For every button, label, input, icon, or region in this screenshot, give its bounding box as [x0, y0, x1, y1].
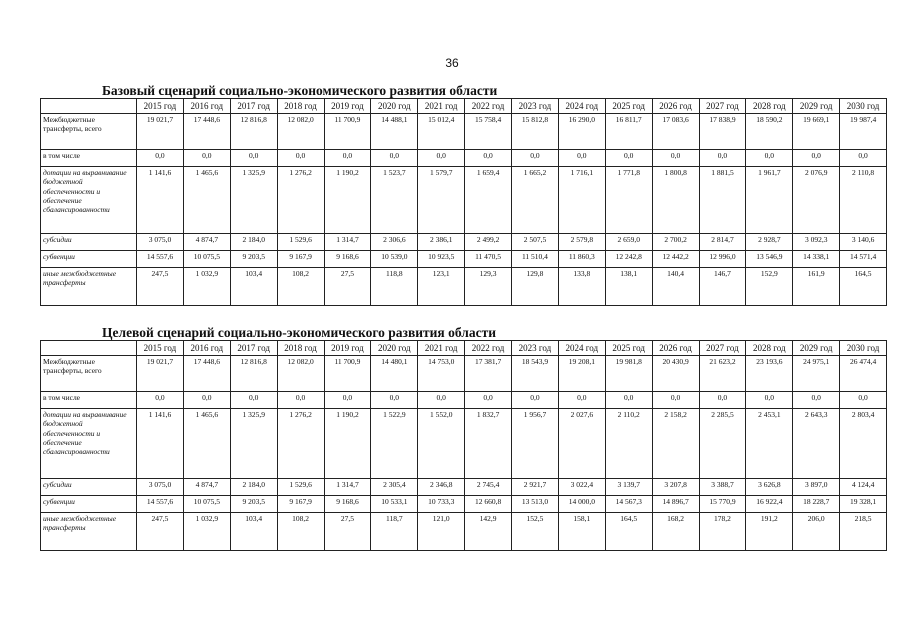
value-cell: 10 533,1 — [371, 496, 418, 513]
value-cell: 2 803,4 — [840, 409, 887, 479]
value-cell: 1 314,7 — [324, 234, 371, 251]
table-row — [41, 114, 887, 150]
year-header: 2030 год — [840, 99, 887, 114]
value-cell: 1 190,2 — [324, 409, 371, 479]
value-cell: 0,0 — [512, 150, 559, 167]
row-label: в том числе — [41, 150, 137, 167]
value-cell: 0,0 — [840, 392, 887, 409]
year-header: 2015 год — [137, 341, 184, 356]
value-cell: 13 513,0 — [512, 496, 559, 513]
value-cell: 3 207,8 — [652, 479, 699, 496]
value-cell: 17 381,7 — [465, 356, 512, 392]
base-scenario-title: Базовый сценарий социально-экономического развития области — [102, 83, 498, 98]
value-cell: 2 643,3 — [793, 409, 840, 479]
value-cell: 10 539,0 — [371, 251, 418, 268]
value-cell: 15 770,9 — [699, 496, 746, 513]
value-cell: 9 168,6 — [324, 496, 371, 513]
header-row — [41, 341, 887, 356]
value-cell: 0,0 — [371, 150, 418, 167]
value-cell: 16 290,0 — [558, 114, 605, 150]
value-cell: 161,9 — [793, 268, 840, 306]
row-label: субсидии — [41, 234, 137, 251]
value-cell: 0,0 — [793, 392, 840, 409]
year-header: 2029 год — [793, 99, 840, 114]
row-label: в том числе — [41, 392, 137, 409]
value-cell: 0,0 — [558, 150, 605, 167]
value-cell: 2 184,0 — [230, 479, 277, 496]
year-header: 2020 год — [371, 341, 418, 356]
year-header: 2024 год — [558, 99, 605, 114]
value-cell: 0,0 — [277, 150, 324, 167]
value-cell: 152,5 — [512, 513, 559, 551]
year-header: 2016 год — [183, 99, 230, 114]
value-cell: 10 923,5 — [418, 251, 465, 268]
value-cell: 118,7 — [371, 513, 418, 551]
value-cell: 0,0 — [230, 392, 277, 409]
header-corner-cell — [41, 341, 137, 356]
year-header: 2027 год — [699, 99, 746, 114]
value-cell: 1 716,1 — [558, 167, 605, 234]
row-label: субвенции — [41, 251, 137, 268]
year-header: 2017 год — [230, 99, 277, 114]
value-cell: 2 928,7 — [746, 234, 793, 251]
value-cell: 0,0 — [605, 392, 652, 409]
value-cell: 19 328,1 — [840, 496, 887, 513]
value-cell: 206,0 — [793, 513, 840, 551]
value-cell: 15 758,4 — [465, 114, 512, 150]
value-cell: 0,0 — [699, 392, 746, 409]
value-cell: 3 139,7 — [605, 479, 652, 496]
value-cell: 3 022,4 — [558, 479, 605, 496]
row-label: дотации на выравнивание бюджетной обеспеченности и обеспечение сбалансированности — [41, 409, 137, 479]
value-cell: 1 659,4 — [465, 167, 512, 234]
value-cell: 14 000,0 — [558, 496, 605, 513]
target-scenario-title: Целевой сценарий социально-экономического развития области — [102, 325, 496, 340]
value-cell: 0,0 — [746, 150, 793, 167]
value-cell: 2 453,1 — [746, 409, 793, 479]
value-cell: 2 184,0 — [230, 234, 277, 251]
value-cell: 0,0 — [324, 392, 371, 409]
value-cell: 19 208,1 — [558, 356, 605, 392]
value-cell: 123,1 — [418, 268, 465, 306]
value-cell: 1 141,6 — [137, 167, 184, 234]
value-cell: 1 579,7 — [418, 167, 465, 234]
value-cell: 11 700,9 — [324, 114, 371, 150]
value-cell: 3 897,0 — [793, 479, 840, 496]
year-header: 2018 год — [277, 99, 324, 114]
value-cell: 12 082,0 — [277, 356, 324, 392]
value-cell: 3 626,8 — [746, 479, 793, 496]
page-number: 36 — [445, 56, 459, 70]
value-cell: 19 021,7 — [137, 356, 184, 392]
table-row — [41, 251, 887, 268]
value-cell: 9 203,5 — [230, 496, 277, 513]
value-cell: 1 190,2 — [324, 167, 371, 234]
value-cell: 2 346,8 — [418, 479, 465, 496]
value-cell: 18 228,7 — [793, 496, 840, 513]
value-cell: 0,0 — [652, 150, 699, 167]
table-row — [41, 409, 887, 479]
year-header: 2020 год — [371, 99, 418, 114]
year-header: 2023 год — [512, 99, 559, 114]
row-label: Межбюджетные трансферты, всего — [41, 356, 137, 392]
value-cell: 0,0 — [699, 150, 746, 167]
value-cell: 2 027,6 — [558, 409, 605, 479]
value-cell: 11 860,3 — [558, 251, 605, 268]
year-header: 2026 год — [652, 341, 699, 356]
value-cell: 14 567,3 — [605, 496, 652, 513]
value-cell: 10 075,5 — [183, 251, 230, 268]
value-cell: 2 507,5 — [512, 234, 559, 251]
value-cell: 17 448,6 — [183, 356, 230, 392]
value-cell: 103,4 — [230, 268, 277, 306]
value-cell: 24 975,1 — [793, 356, 840, 392]
value-cell: 1 800,8 — [652, 167, 699, 234]
value-cell: 9 168,6 — [324, 251, 371, 268]
value-cell: 247,5 — [137, 513, 184, 551]
value-cell: 133,8 — [558, 268, 605, 306]
value-cell: 14 896,7 — [652, 496, 699, 513]
header-corner-cell — [41, 99, 137, 114]
value-cell: 3 075,0 — [137, 479, 184, 496]
value-cell: 19 669,1 — [793, 114, 840, 150]
value-cell: 11 510,4 — [512, 251, 559, 268]
value-cell: 2 158,2 — [652, 409, 699, 479]
value-cell: 164,5 — [840, 268, 887, 306]
value-cell: 0,0 — [324, 150, 371, 167]
value-cell: 17 448,6 — [183, 114, 230, 150]
table-row — [41, 496, 887, 513]
value-cell: 12 660,8 — [465, 496, 512, 513]
value-cell: 2 285,5 — [699, 409, 746, 479]
value-cell: 191,2 — [746, 513, 793, 551]
value-cell: 158,1 — [558, 513, 605, 551]
table-row — [41, 392, 887, 409]
table-row — [41, 513, 887, 551]
value-cell: 9 203,5 — [230, 251, 277, 268]
value-cell: 12 242,8 — [605, 251, 652, 268]
value-cell: 18 590,2 — [746, 114, 793, 150]
value-cell: 14 557,6 — [137, 251, 184, 268]
year-header: 2022 год — [465, 99, 512, 114]
value-cell: 1 032,9 — [183, 513, 230, 551]
year-header: 2019 год — [324, 341, 371, 356]
year-header: 2018 год — [277, 341, 324, 356]
value-cell: 1 956,7 — [512, 409, 559, 479]
value-cell: 1 465,6 — [183, 409, 230, 479]
value-cell: 2 579,8 — [558, 234, 605, 251]
value-cell: 19 021,7 — [137, 114, 184, 150]
value-cell: 17 838,9 — [699, 114, 746, 150]
value-cell: 1 325,9 — [230, 167, 277, 234]
value-cell: 0,0 — [746, 392, 793, 409]
value-cell: 0,0 — [137, 150, 184, 167]
value-cell: 178,2 — [699, 513, 746, 551]
value-cell: 0,0 — [605, 150, 652, 167]
table-row — [41, 167, 887, 234]
value-cell: 0,0 — [371, 392, 418, 409]
value-cell: 27,5 — [324, 513, 371, 551]
value-cell: 12 996,0 — [699, 251, 746, 268]
value-cell: 2 076,9 — [793, 167, 840, 234]
value-cell: 1 881,5 — [699, 167, 746, 234]
value-cell: 138,1 — [605, 268, 652, 306]
table-row — [41, 150, 887, 167]
year-header: 2027 год — [699, 341, 746, 356]
value-cell: 1 314,7 — [324, 479, 371, 496]
value-cell: 121,0 — [418, 513, 465, 551]
year-header: 2022 год — [465, 341, 512, 356]
value-cell: 1 276,2 — [277, 409, 324, 479]
value-cell: 2 499,2 — [465, 234, 512, 251]
value-cell: 1 665,2 — [512, 167, 559, 234]
value-cell: 12 442,2 — [652, 251, 699, 268]
value-cell: 108,2 — [277, 268, 324, 306]
row-label: дотации на выравнивание бюджетной обеспеченности и обеспечение сбалансированности — [41, 167, 137, 234]
value-cell: 1 552,0 — [418, 409, 465, 479]
value-cell: 16 811,7 — [605, 114, 652, 150]
value-cell: 16 922,4 — [746, 496, 793, 513]
value-cell: 247,5 — [137, 268, 184, 306]
value-cell: 23 193,6 — [746, 356, 793, 392]
value-cell: 2 305,4 — [371, 479, 418, 496]
value-cell: 0,0 — [558, 392, 605, 409]
value-cell: 3 388,7 — [699, 479, 746, 496]
value-cell: 152,9 — [746, 268, 793, 306]
value-cell: 2 745,4 — [465, 479, 512, 496]
value-cell: 14 488,1 — [371, 114, 418, 150]
value-cell: 20 430,9 — [652, 356, 699, 392]
table-row — [41, 479, 887, 496]
value-cell: 1 961,7 — [746, 167, 793, 234]
year-header: 2015 год — [137, 99, 184, 114]
value-cell: 3 075,0 — [137, 234, 184, 251]
target-scenario-table — [40, 340, 887, 551]
value-cell: 129,3 — [465, 268, 512, 306]
value-cell: 129,8 — [512, 268, 559, 306]
value-cell: 4 124,4 — [840, 479, 887, 496]
table-row — [41, 234, 887, 251]
value-cell: 1 276,2 — [277, 167, 324, 234]
value-cell: 0,0 — [230, 150, 277, 167]
year-header: 2025 год — [605, 341, 652, 356]
value-cell: 19 981,8 — [605, 356, 652, 392]
row-label: субсидии — [41, 479, 137, 496]
value-cell: 4 874,7 — [183, 479, 230, 496]
year-header: 2021 год — [418, 99, 465, 114]
value-cell: 3 140,6 — [840, 234, 887, 251]
value-cell: 1 832,7 — [465, 409, 512, 479]
row-label: иные межбюджетные трансферты — [41, 513, 137, 551]
value-cell: 12 082,0 — [277, 114, 324, 150]
value-cell: 14 557,6 — [137, 496, 184, 513]
value-cell: 18 543,9 — [512, 356, 559, 392]
value-cell: 140,4 — [652, 268, 699, 306]
value-cell: 1 522,9 — [371, 409, 418, 479]
value-cell: 0,0 — [512, 392, 559, 409]
table-row — [41, 268, 887, 306]
value-cell: 3 092,3 — [793, 234, 840, 251]
value-cell: 2 110,8 — [840, 167, 887, 234]
year-header: 2021 год — [418, 341, 465, 356]
value-cell: 0,0 — [183, 392, 230, 409]
year-header: 2023 год — [512, 341, 559, 356]
value-cell: 27,5 — [324, 268, 371, 306]
value-cell: 12 816,8 — [230, 356, 277, 392]
value-cell: 9 167,9 — [277, 496, 324, 513]
value-cell: 2 659,0 — [605, 234, 652, 251]
year-header: 2030 год — [840, 341, 887, 356]
value-cell: 1 325,9 — [230, 409, 277, 479]
value-cell: 0,0 — [465, 392, 512, 409]
value-cell: 14 480,1 — [371, 356, 418, 392]
value-cell: 2 814,7 — [699, 234, 746, 251]
value-cell: 2 386,1 — [418, 234, 465, 251]
base-scenario-table — [40, 98, 887, 306]
value-cell: 0,0 — [418, 150, 465, 167]
value-cell: 2 700,2 — [652, 234, 699, 251]
value-cell: 1 771,8 — [605, 167, 652, 234]
value-cell: 19 987,4 — [840, 114, 887, 150]
value-cell: 1 032,9 — [183, 268, 230, 306]
row-label: субвенции — [41, 496, 137, 513]
value-cell: 1 465,6 — [183, 167, 230, 234]
value-cell: 2 306,6 — [371, 234, 418, 251]
value-cell: 15 812,8 — [512, 114, 559, 150]
value-cell: 1 523,7 — [371, 167, 418, 234]
value-cell: 146,7 — [699, 268, 746, 306]
value-cell: 10 075,5 — [183, 496, 230, 513]
value-cell: 12 816,8 — [230, 114, 277, 150]
value-cell: 0,0 — [137, 392, 184, 409]
value-cell: 0,0 — [793, 150, 840, 167]
year-header: 2028 год — [746, 341, 793, 356]
value-cell: 0,0 — [183, 150, 230, 167]
value-cell: 0,0 — [277, 392, 324, 409]
value-cell: 0,0 — [652, 392, 699, 409]
year-header: 2024 год — [558, 341, 605, 356]
year-header: 2019 год — [324, 99, 371, 114]
value-cell: 0,0 — [840, 150, 887, 167]
value-cell: 11 470,5 — [465, 251, 512, 268]
year-header: 2025 год — [605, 99, 652, 114]
value-cell: 118,8 — [371, 268, 418, 306]
value-cell: 0,0 — [465, 150, 512, 167]
value-cell: 14 753,0 — [418, 356, 465, 392]
value-cell: 218,5 — [840, 513, 887, 551]
table-row — [41, 356, 887, 392]
value-cell: 13 546,9 — [746, 251, 793, 268]
row-label: иные межбюджетные трансферты — [41, 268, 137, 306]
value-cell: 15 012,4 — [418, 114, 465, 150]
row-label: Межбюджетные трансферты, всего — [41, 114, 137, 150]
value-cell: 103,4 — [230, 513, 277, 551]
value-cell: 26 474,4 — [840, 356, 887, 392]
value-cell: 4 874,7 — [183, 234, 230, 251]
value-cell: 21 623,2 — [699, 356, 746, 392]
value-cell: 108,2 — [277, 513, 324, 551]
value-cell: 2 110,2 — [605, 409, 652, 479]
value-cell: 10 733,3 — [418, 496, 465, 513]
value-cell: 1 529,6 — [277, 479, 324, 496]
value-cell: 1 141,6 — [137, 409, 184, 479]
value-cell: 2 921,7 — [512, 479, 559, 496]
year-header: 2017 год — [230, 341, 277, 356]
value-cell: 9 167,9 — [277, 251, 324, 268]
value-cell: 164,5 — [605, 513, 652, 551]
value-cell: 17 083,6 — [652, 114, 699, 150]
year-header: 2016 год — [183, 341, 230, 356]
value-cell: 11 700,9 — [324, 356, 371, 392]
value-cell: 142,9 — [465, 513, 512, 551]
value-cell: 0,0 — [418, 392, 465, 409]
value-cell: 14 338,1 — [793, 251, 840, 268]
year-header: 2028 год — [746, 99, 793, 114]
value-cell: 14 571,4 — [840, 251, 887, 268]
header-row — [41, 99, 887, 114]
value-cell: 1 529,6 — [277, 234, 324, 251]
year-header: 2029 год — [793, 341, 840, 356]
year-header: 2026 год — [652, 99, 699, 114]
value-cell: 168,2 — [652, 513, 699, 551]
